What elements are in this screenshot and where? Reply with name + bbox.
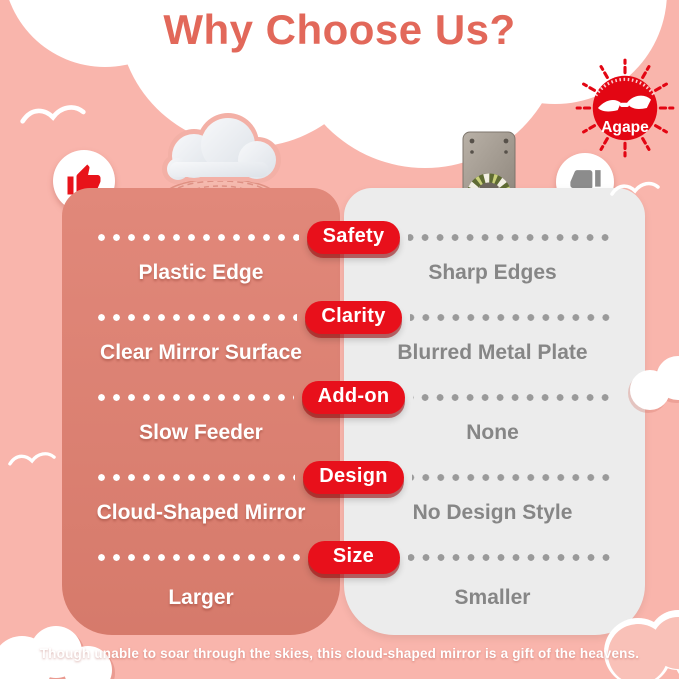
cloud-icon <box>596 590 679 679</box>
separator-row <box>62 302 645 332</box>
bottom-caption: Though unable to soar through the skies, this cloud-shaped mirror is a gift of the heavens. <box>39 646 640 661</box>
dotted-line <box>94 394 294 401</box>
cloud-icon <box>620 348 679 410</box>
theirs-value: None <box>466 421 519 444</box>
dotted-line <box>94 474 295 481</box>
dotted-line <box>94 314 297 321</box>
comparison-badge-design: Design <box>303 461 403 494</box>
separator-row <box>62 222 645 252</box>
comparison-badge-clarity: Clarity <box>305 301 401 334</box>
separator-row <box>62 382 645 412</box>
comparison-badge-size: Size <box>308 541 400 574</box>
bird-icon <box>8 450 56 470</box>
dotted-line <box>408 234 613 241</box>
comparison-panel <box>62 188 645 635</box>
dotted-line <box>94 554 300 561</box>
comparison-row <box>62 581 645 615</box>
brand-badge-label: Agape <box>601 118 649 136</box>
comparison-badge-safety: Safety <box>307 221 401 254</box>
comparison-row <box>62 416 645 450</box>
ours-value: Slow Feeder <box>139 421 263 444</box>
separator-row <box>62 462 645 492</box>
bird-icon <box>20 102 86 130</box>
bird-icon <box>610 180 660 200</box>
comparison-row <box>62 336 645 370</box>
theirs-value: Sharp Edges <box>428 261 557 284</box>
comparison-row <box>62 496 645 530</box>
brand-badge <box>573 56 677 160</box>
theirs-value: Smaller <box>454 586 531 609</box>
ours-value: Clear Mirror Surface <box>100 341 302 364</box>
ours-value: Cloud-Shaped Mirror <box>96 501 306 524</box>
page-title: Why Choose Us? <box>163 6 516 53</box>
comparison-row <box>62 256 645 290</box>
dotted-line <box>408 554 614 561</box>
theirs-value: Blurred Metal Plate <box>397 341 588 364</box>
ours-value: Plastic Edge <box>138 261 264 284</box>
dotted-line <box>410 314 613 321</box>
cloud-icon <box>0 604 122 679</box>
dotted-line <box>412 474 613 481</box>
dotted-line <box>94 234 299 241</box>
comparison-badge-addon: Add-on <box>302 381 406 414</box>
theirs-value: No Design Style <box>412 501 573 524</box>
separator-row <box>62 542 645 572</box>
dotted-line <box>413 394 613 401</box>
ours-value: Larger <box>168 586 234 609</box>
